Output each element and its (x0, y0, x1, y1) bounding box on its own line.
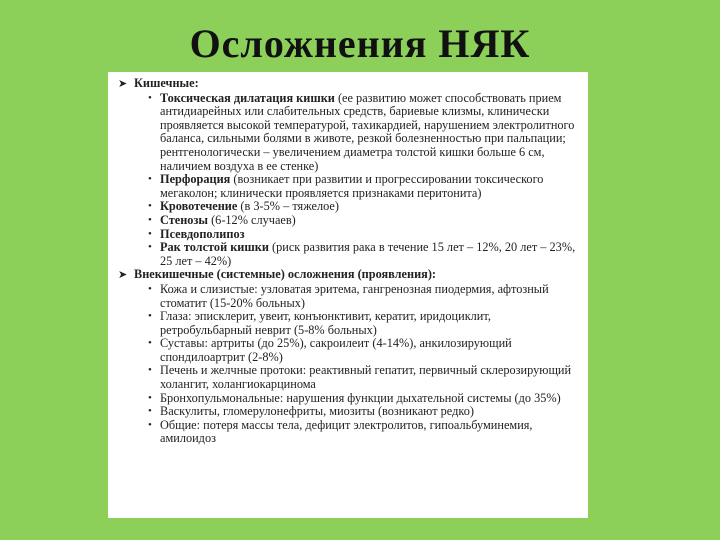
list-item (148, 392, 580, 406)
section-extraintestinal (118, 268, 580, 446)
section-heading (118, 77, 580, 92)
list-item (148, 310, 580, 337)
item-term: Кровотечение (160, 199, 238, 214)
item-term: Псевдополипоз (160, 226, 245, 241)
item-text: (возникает при развитии и прогрессировании токсического мегаколон; клинически проявляется признаками перитонита) (160, 172, 544, 200)
item-term: Стенозы (160, 212, 208, 227)
item-term: Токсическая дилатация кишки (160, 90, 335, 105)
list-item (148, 405, 580, 419)
item-text: Печень и желчные протоки: реактивный гепатит, первичный склерозирующий холангит, холангиокарцинома (160, 363, 572, 392)
item-term: Перфорация (160, 172, 231, 187)
list-item (148, 200, 580, 214)
list-item (148, 419, 580, 446)
section-heading-text: Кишечные: (134, 76, 199, 90)
item-text: Бронхопульмональные: нарушения функции дыхательной системы (до 35%) (160, 390, 561, 405)
item-term: Рак толстой кишки (160, 240, 269, 255)
arrow-bullet-icon: ➤ (118, 78, 128, 90)
item-text: (риск развития рака в течение 15 лет – 12%, 20 лет – 23%, 25 лет – 42%) (160, 240, 576, 268)
item-text: (6-12% случаев) (208, 212, 296, 227)
arrow-bullet-icon: ➤ (118, 269, 128, 282)
item-text: Васкулиты, гломерулонефриты, миозиты (возникают редко) (160, 404, 474, 419)
list-item (148, 173, 580, 200)
slide-title: Осложнения НЯК (189, 21, 531, 66)
list-item (148, 337, 580, 364)
list-item (148, 283, 580, 310)
list-item (148, 228, 580, 242)
complication-list (118, 92, 580, 269)
section-heading-text: Внекишечные (системные) осложнения (проявления): (134, 267, 437, 282)
section-intestinal (118, 77, 580, 268)
item-text: (в 3-5% – тяжелое) (237, 199, 339, 214)
complication-list (118, 283, 580, 446)
item-text: Кожа и слизистые: узловатая эритема, гангренозная пиодермия, афтозный стоматит (15-20% больных) (160, 281, 549, 310)
list-item (148, 92, 580, 174)
item-text: Глаза: эписклерит, увеит, конъюнктивит, кератит, иридоциклит, ретробульбарный неврит (5-8% больных) (160, 309, 491, 337)
list-item (148, 241, 580, 268)
item-text: Общие: потеря массы тела, дефицит электролитов, гипоальбуминемия, амилоидоз (160, 417, 533, 446)
list-item (148, 214, 580, 228)
item-text: (ее развитию может способствовать прием антидиарейных или слабительных средств, бариевые клизмы, клинически проявляется высокой температурой, тахикардией, нарушением электролитного баланса, сильными болями в животе, резкой болезненностью при пальпации; рентгенологически – увеличением диаметра толстой кишки больше 6 см, наличием воздуха в ее стенке) (160, 90, 575, 173)
item-text: Суставы: артриты (до 25%), сакроилеит (4-14%), анкилозирующий спондилоартрит (2-8%) (160, 336, 512, 364)
list-item (148, 364, 580, 391)
content-sheet (108, 72, 588, 518)
section-heading (118, 268, 580, 283)
